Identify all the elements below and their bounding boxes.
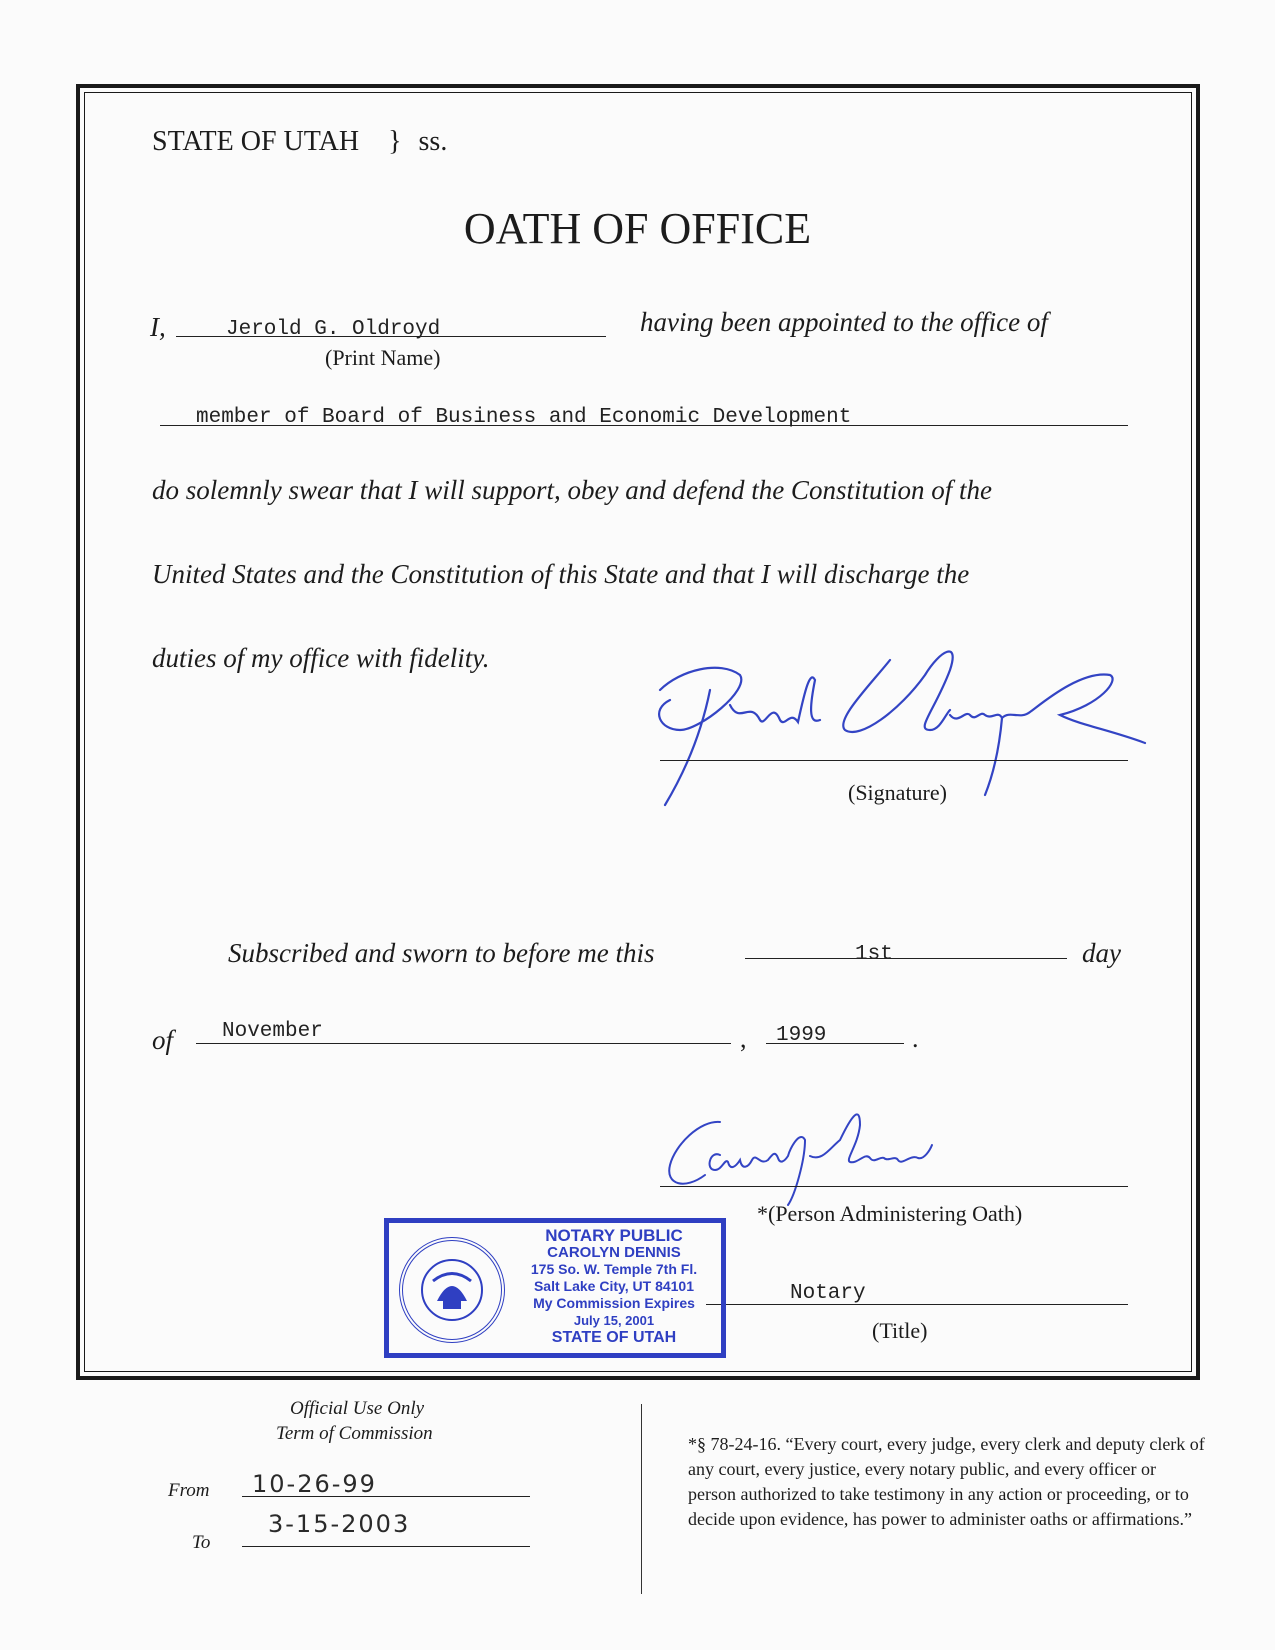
i-label: I, [150,312,166,342]
stamp-line: Salt Lake City, UT 84101 [533,1278,695,1294]
signature-label: (Signature) [848,780,947,805]
brace: } [388,126,402,157]
stamp-text [509,1227,719,1346]
printed-name: Jerold G. Oldroyd [226,318,441,341]
date-comma: , [740,1024,747,1053]
administer-label: *(Person Administering Oath) [757,1201,1023,1226]
to-value: 3-15-2003 [268,1510,411,1538]
stamp-line: NOTARY PUBLIC [545,1226,683,1245]
state-name: STATE OF UTAH [152,126,360,157]
notary-stamp [384,1218,726,1358]
stamp-line: 175 So. W. Temple 7th Fl. [530,1261,698,1277]
state-seal [399,1237,505,1343]
oath-line-3: duties of my office with fidelity. [152,643,490,673]
of-label: of [152,1025,174,1055]
stamp-line: CAROLYN DENNIS [547,1244,681,1261]
office-value: member of Board of Business and Economic Development [196,406,852,429]
month-line [196,1043,731,1044]
stamp-line: July 15, 2001 [573,1313,655,1328]
statute-footnote: *§ 78-24-16. “Every court, every judge, every clerk and deputy clerk of any court, every justice, every notary public, and every officer or person authorized to take testimony in any action or proceeding, or to decide upon evidence, has power to administer oaths or affirmations.” [688,1434,1205,1529]
title-line [706,1304,1128,1305]
administer-line [660,1186,1128,1187]
ss-label: ss. [418,126,448,157]
state-heading [152,126,447,158]
month-value: November [222,1020,323,1043]
title-value: Notary [790,1282,866,1305]
day-value: 1st [855,943,893,966]
subscribed-text: Subscribed and sworn to before me this [228,938,655,968]
year-value: 1999 [776,1024,827,1047]
stamp-line: My Commission Expires [533,1295,695,1311]
official-use-heading: Official Use Only [290,1398,425,1419]
day-line [745,958,1067,959]
title-label: (Title) [872,1318,928,1343]
from-value: 10-26-99 [252,1470,377,1498]
notary-signature [660,1100,1020,1210]
print-name-label: (Print Name) [325,345,441,370]
stamp-line: STATE OF UTAH [551,1329,677,1346]
oath-line-1: do solemnly swear that I will support, obey and defend the Constitution of the [152,475,992,505]
from-label: From [168,1480,210,1501]
beehive-seal-icon [403,1241,501,1339]
oath-line-2: United States and the Constitution of this State and that I will discharge the [152,559,970,589]
term-heading: Term of Commission [276,1423,433,1444]
date-period: . [912,1024,919,1053]
footer-divider [641,1404,642,1594]
to-line [242,1546,530,1547]
appointed-text: having been appointed to the office of [640,307,1048,337]
to-label: To [192,1532,211,1553]
signature-line [660,760,1128,761]
document-title: OATH OF OFFICE [463,204,812,253]
day-label: day [1082,938,1121,968]
